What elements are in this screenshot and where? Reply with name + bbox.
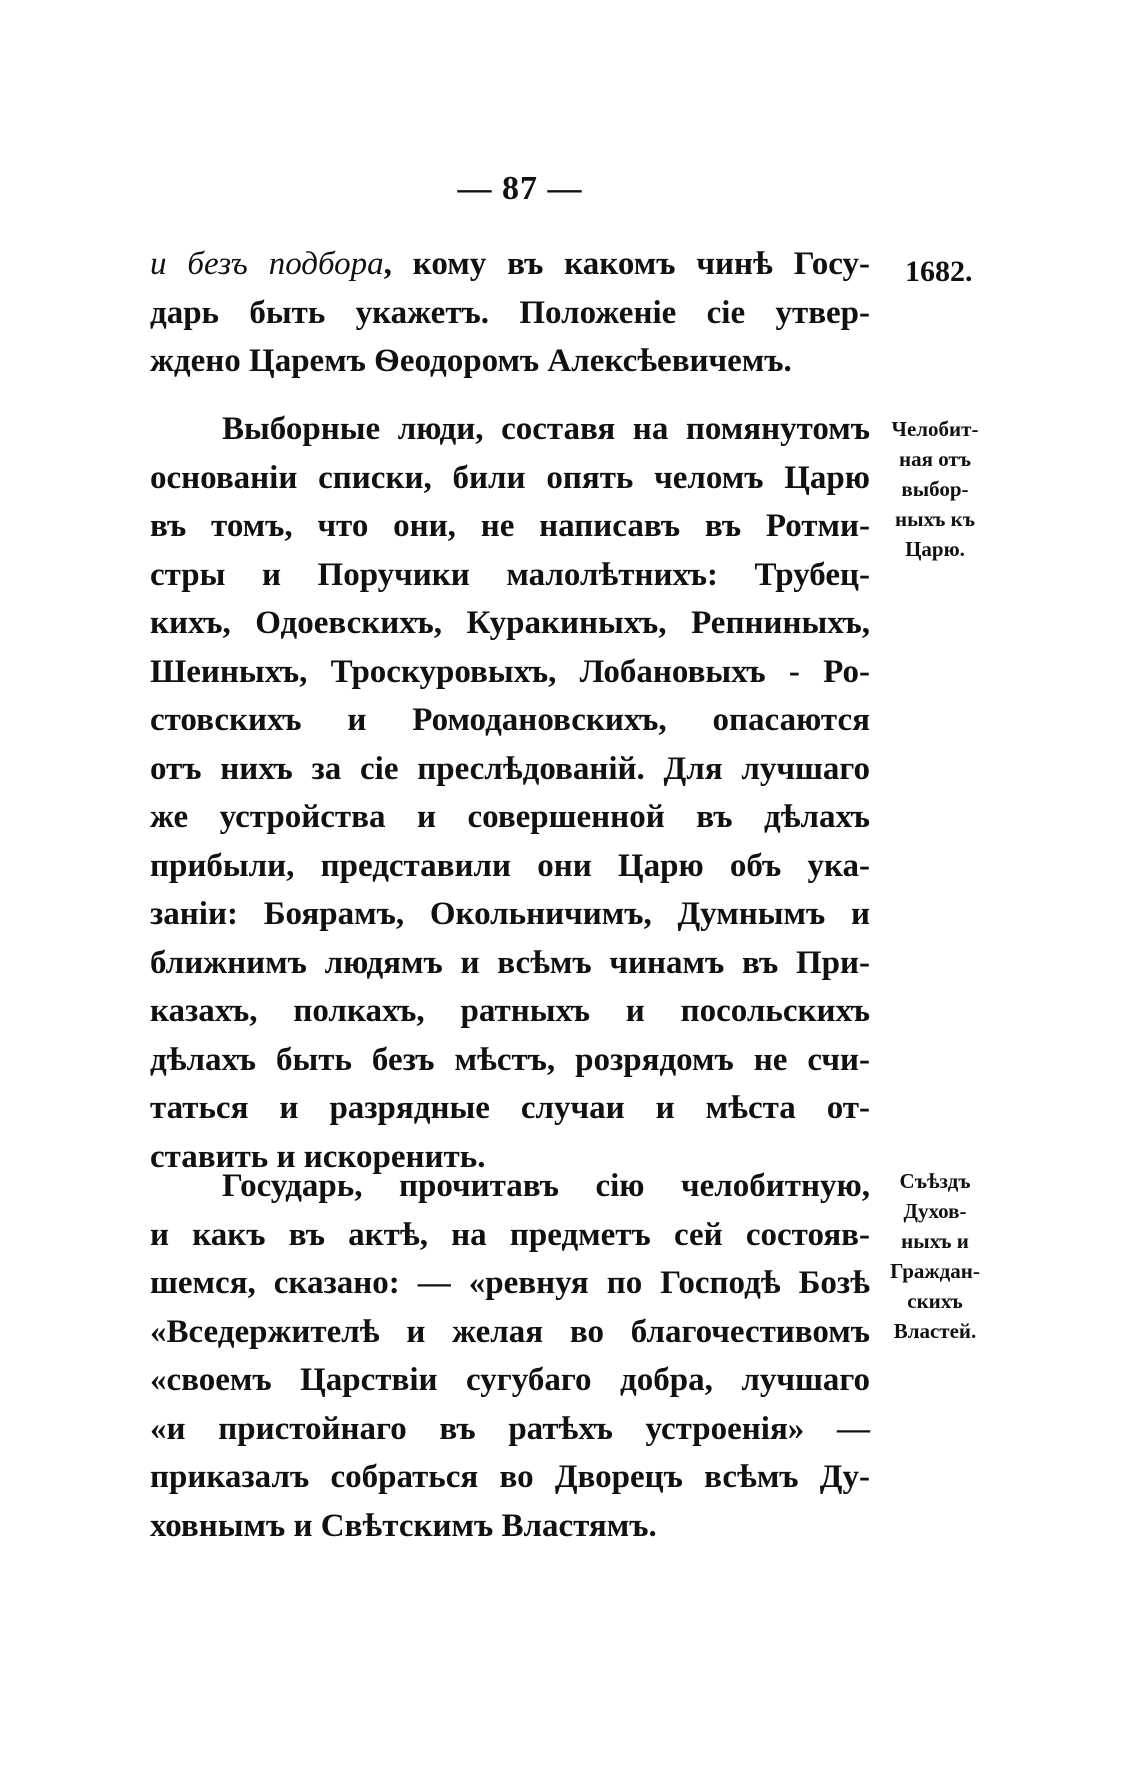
margin-note-line: ная отъ [899,447,971,471]
text-line: дѣлахъ быть безъ мѣстъ, розрядомъ не счи- [150,1041,870,1078]
text-line: «Вседержителѣ и желая во благочестивомъ [150,1313,870,1350]
text-line: ховнымъ и Свѣтскимъ Властямъ. [150,1507,657,1544]
margin-note-line: Духов- [903,1199,967,1223]
text-line: казахъ, полкахъ, ратныхъ и посольскихъ [150,993,870,1029]
text-line: таться и разрядные случаи и мѣста от- [150,1090,870,1126]
margin-note-line: ныхъ и [901,1229,969,1253]
page-number: — 87 — [457,170,583,207]
text-line: приказалъ собраться во Дворецъ всѣмъ Ду- [150,1459,870,1495]
margin-note-assembly [880,1166,990,1346]
margin-note-line: Царю. [905,537,965,561]
text-line: отъ нихъ за сіе преслѣдованій. Для лучшаго [150,750,870,787]
text-line: же устройства и совершенной въ дѣлахъ [150,799,870,835]
margin-note-line: выбор- [901,477,969,501]
text-line: прибыли, представили они Царю объ ука- [150,847,870,884]
text-line: дарь быть укажетъ. Положеніе сіе утвер- [150,294,870,331]
text-line: Шеиныхъ, Троскуровыхъ, Лобановыхъ - Ро- [150,653,870,690]
paragraph-3 [150,1162,870,1550]
text-line: заніи: Боярамъ, Окольничимъ, Думнымъ и [150,896,870,932]
text-line: Государь, прочитавъ сію челобитную, [222,1168,870,1204]
margin-note-line: скихъ [907,1289,963,1313]
text-line: Выборные люди, составя на помянутомъ [222,411,870,447]
text-line: ставить и искоренить. [150,1138,486,1175]
text-fragment: , кому въ какомъ чинѣ Госу- [383,246,871,282]
text-line: и какъ въ актѣ, на предметъ сей состояв- [150,1216,870,1253]
text-line: шемся, сказано: — «ревнуя по Господѣ Бозѣ [150,1265,870,1301]
margin-note-line: Съѣздъ [899,1169,971,1193]
margin-note-line: Граждан- [890,1259,980,1283]
margin-note-petition [880,414,990,564]
italic-phrase: и безъ подбора [150,246,384,282]
text-line: въ томъ, что они, не написавъ въ Ротми- [150,508,870,544]
text-line: основаніи списки, били опять челомъ Царю [150,459,870,496]
margin-note-line: Челобит- [891,417,979,441]
text-line: стры и Поручики малолѣтнихъ: Трубец- [150,556,870,593]
margin-note-line: ныхъ къ [894,507,976,531]
paragraph-1 [150,240,870,386]
margin-note-line: Властей. [893,1319,977,1343]
text-line: кихъ, Одоевскихъ, Куракиныхъ, Репниныхъ, [150,605,870,641]
text-line: «своемъ Царствіи сугубаго добра, лучшаго [150,1362,870,1398]
margin-year: 1682. [905,255,973,288]
text-line [150,240,870,289]
paragraph-2 [150,405,870,1181]
text-line: ближнимъ людямъ и всѣмъ чинамъ въ При- [150,944,870,981]
text-line: «и пристойнаго въ ратѣхъ устроенія» — [150,1410,870,1447]
text-line: ждено Царемъ Ѳеодоромъ Алексѣевичемъ. [150,343,792,379]
text-line: стовскихъ и Ромодановскихъ, опасаются [150,702,870,738]
